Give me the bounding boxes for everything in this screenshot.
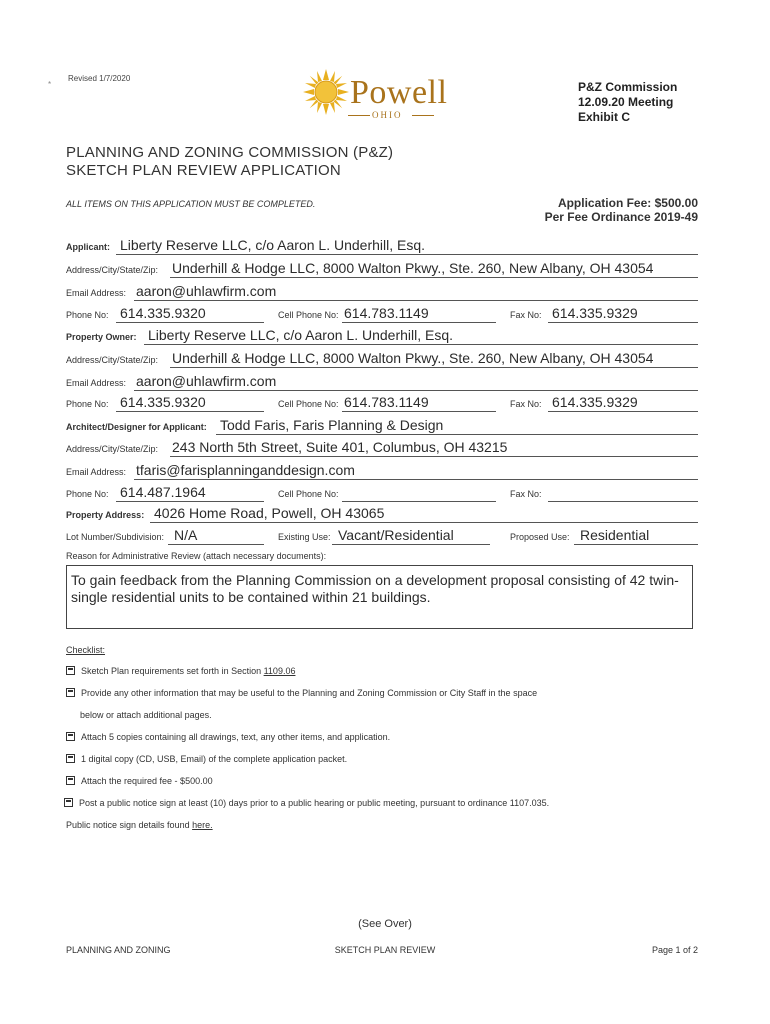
checkbox-icon[interactable] [66,732,75,741]
property-address-field[interactable]: 4026 Home Road, Powell, OH 43065 [154,505,385,521]
checklist-item-fee [66,776,213,786]
applicant-phone-field[interactable]: 614.335.9320 [120,305,206,321]
title-line-2: SKETCH PLAN REVIEW APPLICATION [66,162,341,179]
public-notice-text: Public notice sign details found [66,820,193,830]
owner-phone-label: Phone No: [66,399,109,409]
reason-label: Reason for Administrative Review (attach necessary documents): [66,551,327,561]
existing-use-underline [332,544,490,545]
document-title [66,144,393,180]
revised-date: Revised 1/7/2020 [68,74,131,83]
sun-icon [302,68,350,116]
checklist-item-text: Provide any other information that may be useful to the Planning and Zoning Commission or City Staff in the space [81,688,538,698]
owner-fax-label: Fax No: [510,399,542,409]
owner-phone-field[interactable]: 614.335.9320 [120,394,206,410]
architect-address-field[interactable]: 243 North 5th Street, Suite 401, Columbus, OH 43215 [172,439,508,455]
footer-left: PLANNING AND ZONING [66,945,171,955]
applicant-address-field[interactable]: Underhill & Hodge LLC, 8000 Walton Pkwy., Ste. 260, New Albany, OH 43054 [172,260,654,276]
property-address-row [66,499,698,523]
owner-label: Property Owner: [66,332,137,342]
exhibit-line-1: P&Z Commission [578,80,678,94]
logo-wordmark: Powell [350,74,448,111]
applicant-phone-label: Phone No: [66,310,109,320]
owner-email-label: Email Address: [66,378,127,388]
owner-address-label: Address/City/State/Zip: [66,355,159,365]
owner-cell-label: Cell Phone No: [278,399,339,409]
architect-email-field[interactable]: tfaris@farisplanninganddesign.com [136,462,355,478]
applicant-email-field[interactable]: aaron@uhlawfirm.com [136,283,277,299]
architect-email-row [66,456,698,480]
owner-email-field[interactable]: aaron@uhlawfirm.com [136,373,277,389]
public-notice-link[interactable]: here. [192,820,213,830]
architect-cell-label: Cell Phone No: [278,489,339,499]
checkbox-icon[interactable] [66,776,75,785]
applicant-address-row [66,254,698,278]
applicant-email-label: Email Address: [66,288,127,298]
public-notice-details [66,820,213,830]
architect-phone-label: Phone No: [66,489,109,499]
architect-field[interactable]: Todd Faris, Faris Planning & Design [220,417,444,433]
applicant-field[interactable]: Liberty Reserve LLC, c/o Aaron L. Underhill, Esq. [120,237,426,253]
checklist-item-text: Sketch Plan requirements set forth in Section [81,666,264,676]
logo-subtitle: OHIO [372,110,403,120]
applicant-cell-label: Cell Phone No: [278,310,339,320]
lot-field[interactable]: N/A [174,527,198,543]
checkbox-icon[interactable] [66,688,75,697]
architect-phone-field[interactable]: 614.487.1964 [120,484,206,500]
architect-fax-label: Fax No: [510,489,542,499]
checklist-item-text: 1 digital copy (CD, USB, Email) of the complete application packet. [81,754,348,764]
owner-fax-field[interactable]: 614.335.9329 [552,394,638,410]
lot-underline [168,544,264,545]
checklist-item-sketch-plan [66,666,295,676]
section-link[interactable]: 1109.06 [263,666,296,676]
property-use-row [66,521,698,545]
completion-notice: ALL ITEMS ON THIS APPLICATION MUST BE COMPLETED. [66,199,316,209]
applicant-row [66,231,698,255]
property-address-label: Property Address: [66,510,145,520]
checklist-item-other-info [66,688,537,698]
checkbox-icon[interactable] [66,666,75,675]
owner-address-row [66,344,698,368]
lot-label: Lot Number/Subdivision: [66,532,165,542]
checklist-item-text: Attach the required fee - $500.00 [81,776,213,786]
fee-ordinance: Per Fee Ordinance 2019-49 [544,210,698,224]
checklist-item-text: Post a public notice sign at least (10) days prior to a public hearing or public meeting, pursuant to ordinance 1107.035. [79,798,550,808]
exhibit-line-2: 12.09.20 Meeting [578,95,674,109]
footer-page-number: Page 1 of 2 [651,945,698,955]
fee-amount: Application Fee: $500.00 [557,196,698,210]
checklist-item-text: Attach 5 copies containing all drawings, text, any other items, and application. [81,732,391,742]
owner-cell-field[interactable]: 614.783.1149 [344,394,429,410]
logo-rule-left [348,115,370,116]
checkbox-icon[interactable] [66,754,75,763]
logo-rule-right [412,115,434,116]
checkbox-icon[interactable] [64,798,73,807]
checklist-item-copies [66,732,390,742]
existing-use-field[interactable]: Vacant/Residential [338,527,454,543]
applicant-label: Applicant: [66,242,110,252]
applicant-address-label: Address/City/State/Zip: [66,265,159,275]
reason-text: To gain feedback from the Planning Commission on a development proposal consisting of 42 twin-single residential units to be contained within 21 buildings. [71,572,679,605]
architect-label: Architect/Designer for Applicant: [66,422,207,432]
exhibit-label [578,80,677,125]
checklist-item-other-info-cont: below or attach additional pages. [80,710,212,720]
checklist-item-digital-copy [66,754,347,764]
applicant-email-row [66,277,698,301]
see-over: (See Over) [358,918,412,930]
checklist-item-public-notice [64,798,549,808]
architect-row [66,411,698,435]
owner-field[interactable]: Liberty Reserve LLC, c/o Aaron L. Underhill, Esq. [148,327,454,343]
reason-textarea[interactable] [66,565,693,629]
architect-address-row [66,433,698,457]
owner-phone-row [66,388,698,412]
owner-address-field[interactable]: Underhill & Hodge LLC, 8000 Walton Pkwy., Ste. 260, New Albany, OH 43054 [172,350,654,366]
applicant-cell-field[interactable]: 614.783.1149 [344,305,429,321]
application-fee [545,196,698,224]
architect-email-label: Email Address: [66,467,127,477]
title-line-1: PLANNING AND ZONING COMMISSION (P&Z) [66,144,394,161]
proposed-use-label: Proposed Use: [510,532,570,542]
checklist-title: Checklist: [66,645,106,655]
applicant-phone-row [66,299,698,323]
proposed-use-underline [574,544,698,545]
existing-use-label: Existing Use: [278,532,331,542]
owner-row [66,321,698,345]
powell-logo [300,66,480,122]
footer-center: SKETCH PLAN REVIEW [334,945,436,955]
architect-address-label: Address/City/State/Zip: [66,444,159,454]
scan-mark: * [48,80,52,89]
applicant-fax-label: Fax No: [510,310,542,320]
proposed-use-field[interactable]: Residential [580,527,650,543]
applicant-fax-field[interactable]: 614.335.9329 [552,305,638,321]
exhibit-line-3: Exhibit C [578,110,631,124]
